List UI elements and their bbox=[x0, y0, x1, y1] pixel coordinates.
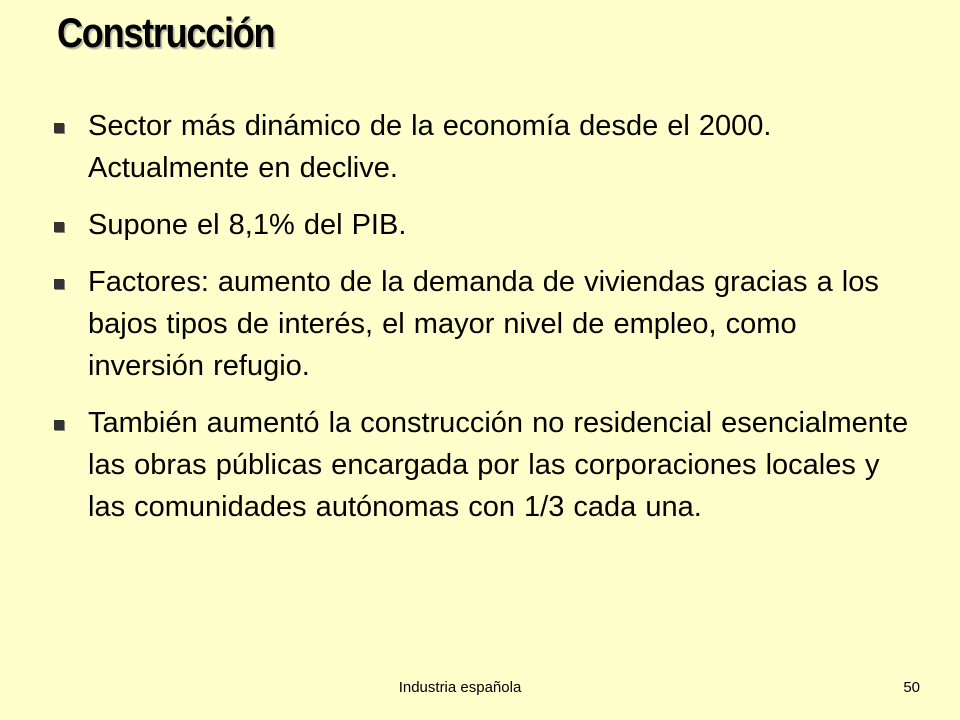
square-bullet-icon bbox=[54, 123, 64, 133]
bullet-text: Factores: aumento de la demanda de viviendas gracias a los bajos tipos de interés, el mayor nivel de empleo, como inversión refugio. bbox=[88, 266, 879, 382]
bullet-item bbox=[54, 402, 916, 528]
bullet-item bbox=[54, 204, 916, 246]
bullet-item bbox=[54, 261, 916, 387]
square-bullet-icon bbox=[54, 420, 64, 430]
square-bullet-icon bbox=[54, 222, 64, 232]
bullet-list bbox=[54, 105, 916, 543]
slide-title: Construcción bbox=[57, 9, 275, 56]
page-number: 50 bbox=[903, 679, 920, 696]
bullet-text: Sector más dinámico de la economía desde el 2000. Actualmente en declive. bbox=[88, 110, 772, 184]
bullet-text: También aumentó la construcción no residencial esencialmente las obras públicas encargada por las corporaciones locales y las comunidades autónomas con 1/3 cada una. bbox=[88, 407, 909, 523]
footer-text: Industria española bbox=[398, 679, 522, 696]
square-bullet-icon bbox=[54, 279, 64, 289]
bullet-item bbox=[54, 105, 916, 189]
bullet-text: Supone el 8,1% del PIB. bbox=[88, 209, 407, 241]
